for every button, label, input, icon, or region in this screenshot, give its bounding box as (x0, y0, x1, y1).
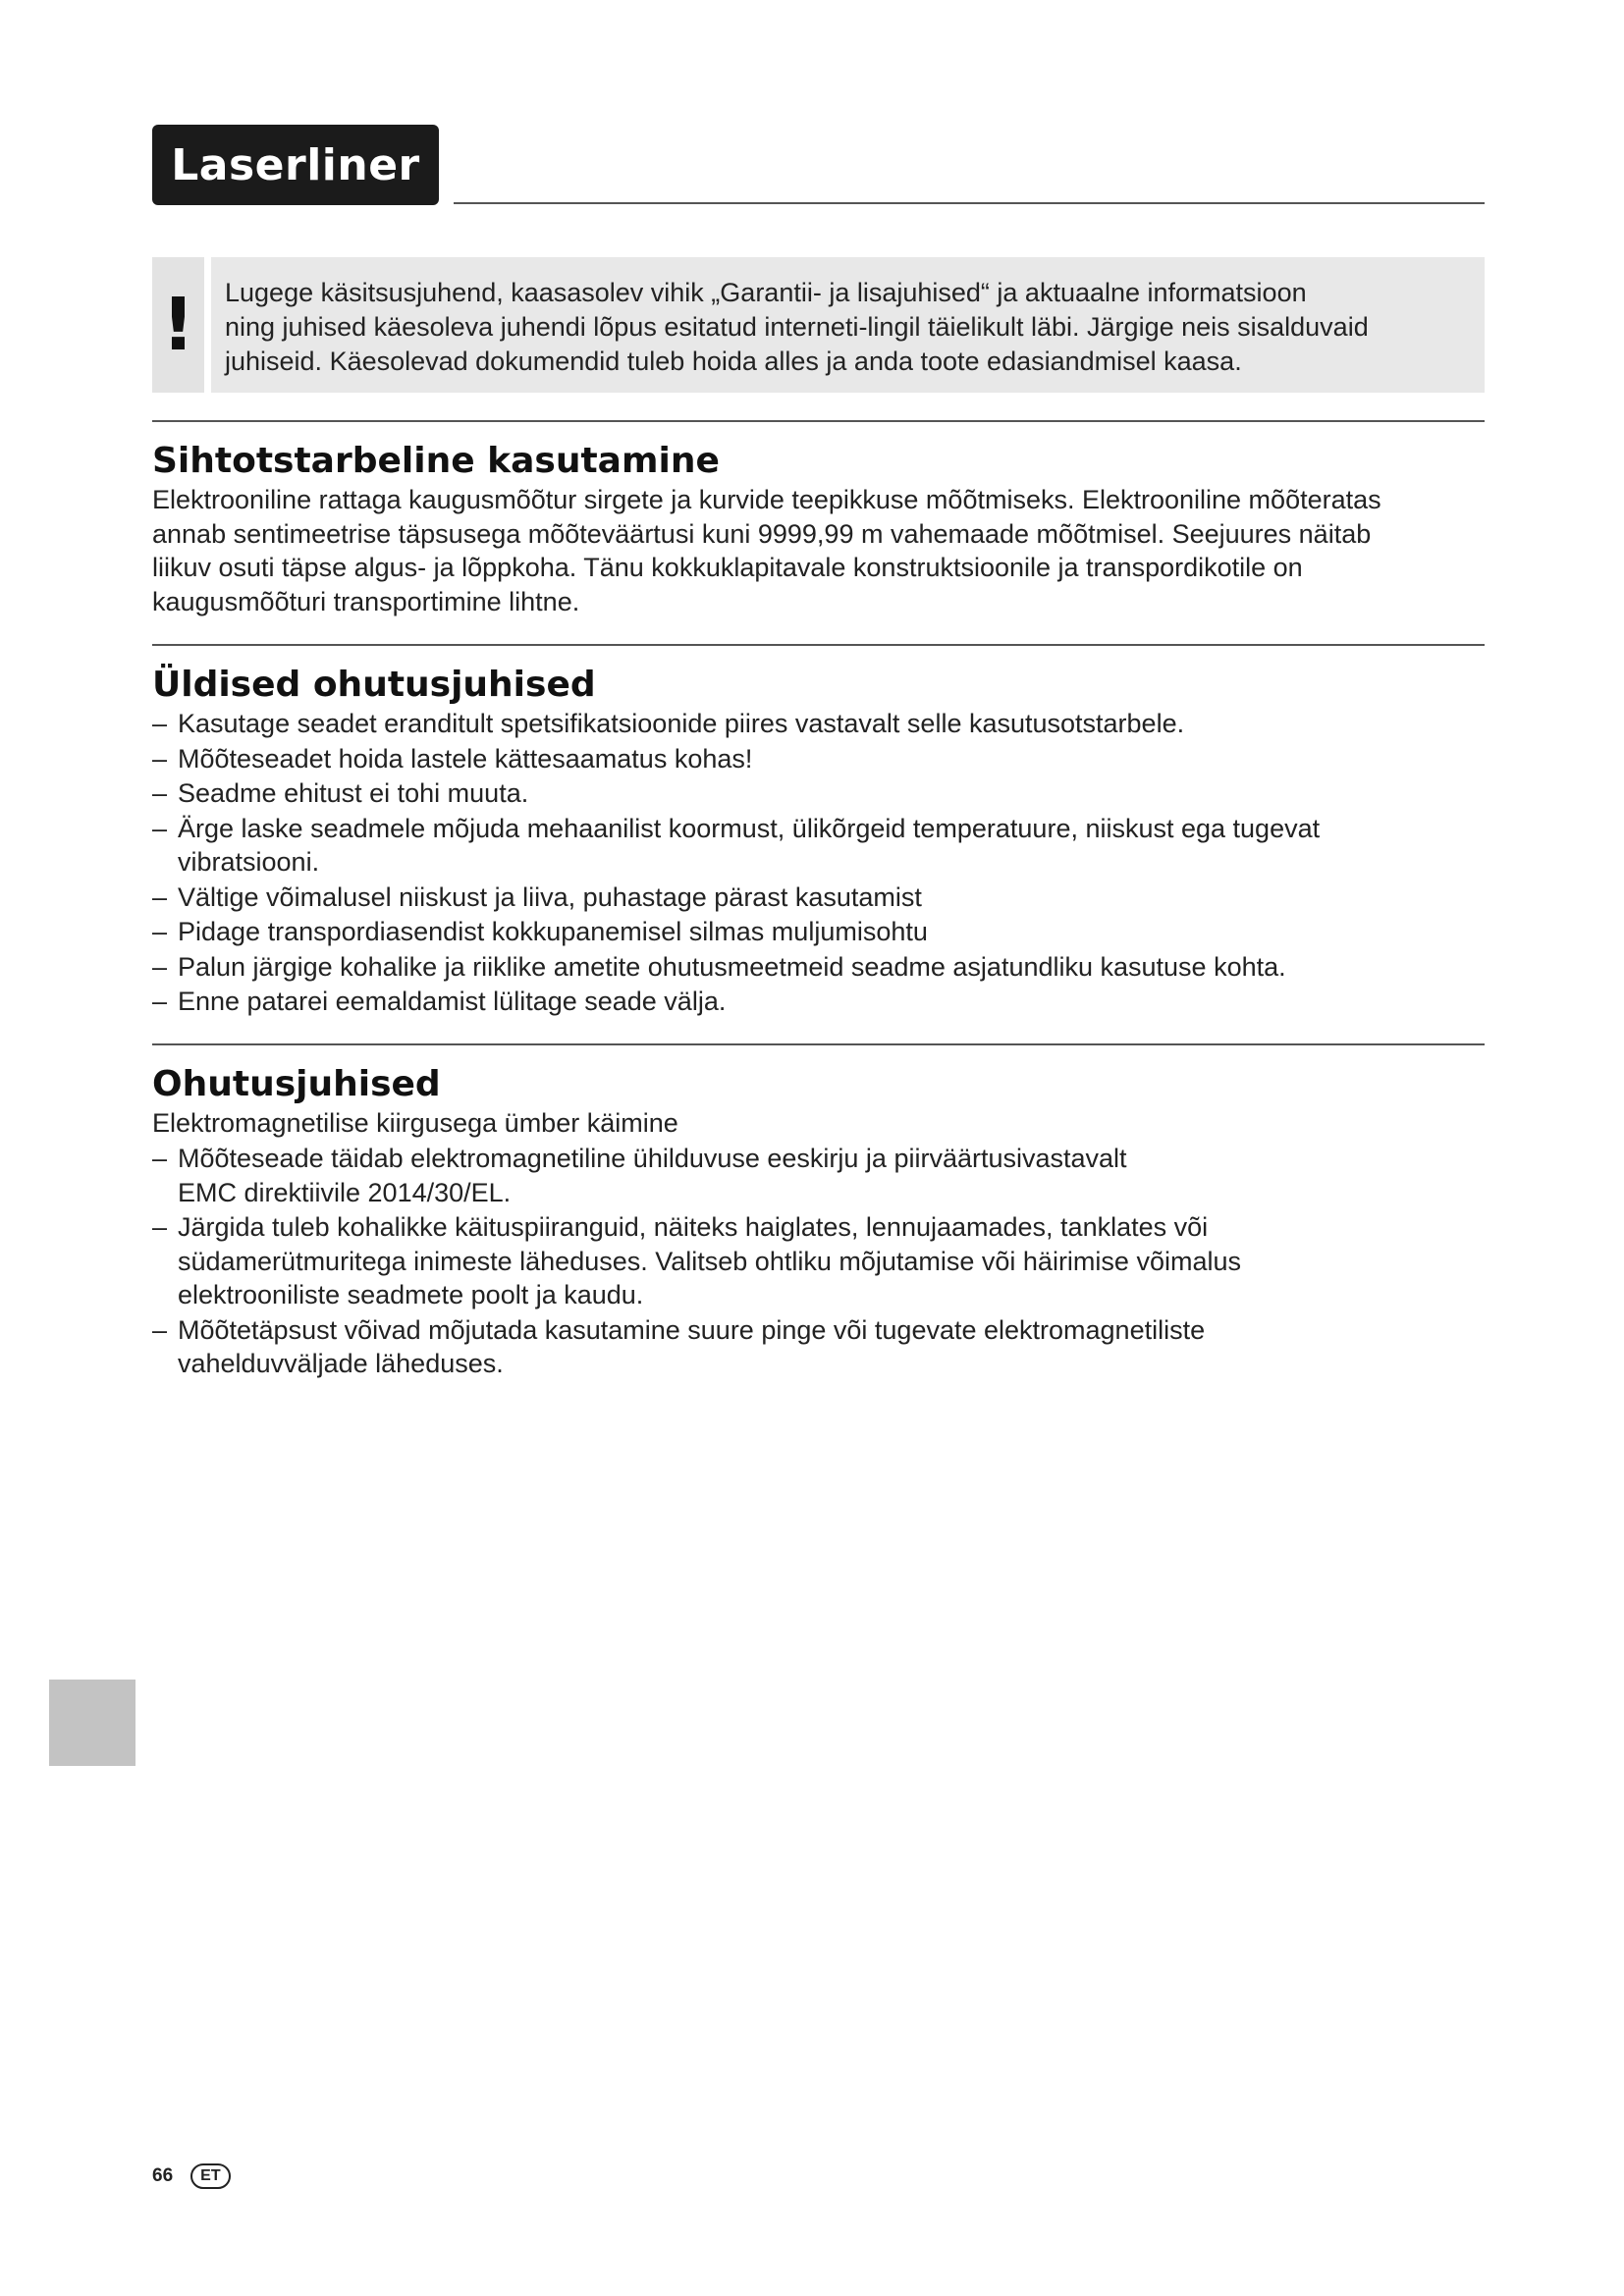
section-safety (152, 1043, 1485, 1382)
section-title: Ohutusjuhised (152, 1064, 441, 1104)
list-item: – Ärge laske seadmele mõjuda mehaanilist koormust, ülikõrgeid temperatuure, niiskust ega tugevat vibratsiooni. (152, 813, 1321, 877)
list-item: – Kasutage seadet eranditult spetsifikatsioonide piires vastavalt selle kasutusotstarbele. (152, 709, 1185, 738)
page-footer (152, 2163, 231, 2189)
language-badge: ET (190, 2163, 230, 2189)
section-body (152, 483, 1485, 618)
emc-list (152, 1142, 1485, 1381)
safety-list (152, 707, 1485, 1019)
list-item: – Seadme ehitust ei tohi muuta. (152, 778, 529, 808)
section-rule (152, 644, 1485, 646)
list-item: – Vältige võimalusel niiskust ja liiva, puhastage pärast kasutamist (152, 881, 922, 912)
section-title: Sihtotstarbeline kasutamine (152, 441, 720, 481)
section-rule (152, 420, 1485, 422)
list-item: – Pidage transpordiasendist kokkupanemisel silmas muljumisohtu (152, 917, 928, 946)
notice-line: Lugege käsitsusjuhend, kaasasolev vihik „Garantii- ja lisajuhised“ ja aktuaalne informatsioon (225, 278, 1307, 307)
list-item: – Mõõteseade täidab elektromagnetiline ühilduvuse eeskirju ja piirväärtusivastavalt EMC direktiivile 2014/30/EL. (152, 1144, 1127, 1207)
body-line: liikuv osuti täpse algus- ja lõppkoha. Tänu kokkuklapitavale konstruktsioonile ja transpordikotile on (152, 553, 1303, 582)
side-tab-marker (49, 1680, 135, 1766)
notice-line: juhiseid. Käesolevad dokumendid tuleb hoida alles ja anda toote edasiandmisel kaasa. (225, 347, 1242, 376)
list-item: – Enne patarei eemaldamist lülitage seade välja. (152, 987, 727, 1016)
list-item: – Mõõtetäpsust võivad mõjutada kasutamine suure pinge või tugevate elektromagnetiliste vahelduvväljade läheduses. (152, 1314, 1206, 1378)
section-subtitle: Elektromagnetilise kiirgusega ümber käimine (152, 1108, 678, 1138)
section-rule (152, 1043, 1485, 1045)
notice-text (211, 257, 1485, 393)
laserliner-logo: Laserliner (152, 125, 439, 205)
section-title: Üldised ohutusjuhised (152, 665, 596, 705)
list-item: – Palun järgige kohalike ja riiklike ametite ohutusmeetmeid seadme asjatundliku kasutuse kohta. (152, 951, 1286, 982)
exclamation-icon: ! (152, 257, 204, 393)
header-rule (454, 202, 1485, 204)
section-general-safety (152, 644, 1485, 1020)
body-line: Elektrooniline rattaga kaugusmõõtur sirgete ja kurvide teepikkuse mõõtmiseks. Elektrooniline mõõteratas (152, 485, 1381, 514)
page-number: 66 (152, 2165, 174, 2186)
section-intended-use (152, 420, 1485, 618)
list-item: – Mõõteseadet hoida lastele kättesaamatus kohas! (152, 743, 753, 774)
notice-box (152, 257, 1485, 393)
notice-line: ning juhised käesoleva juhendi lõpus esitatud interneti-lingil täielikult läbi. Järgige neis sisalduvaid (225, 312, 1369, 342)
list-item: – Järgida tuleb kohalikke käituspiiranguid, näiteks haiglates, lennujaamades, tanklates või südamerütmuritega inimeste läheduses. Valitseb ohtliku mõjutamise või häirimise võimalus elektrooniliste seadmete poolt ja kaudu. (152, 1212, 1241, 1309)
body-line: annab sentimeetrise täpsusega mõõteväärtusi kuni 9999,99 m vahemaade mõõtmisel. Seejuures näitab (152, 518, 1372, 549)
body-line: kaugusmõõturi transportimine lihtne. (152, 586, 580, 616)
